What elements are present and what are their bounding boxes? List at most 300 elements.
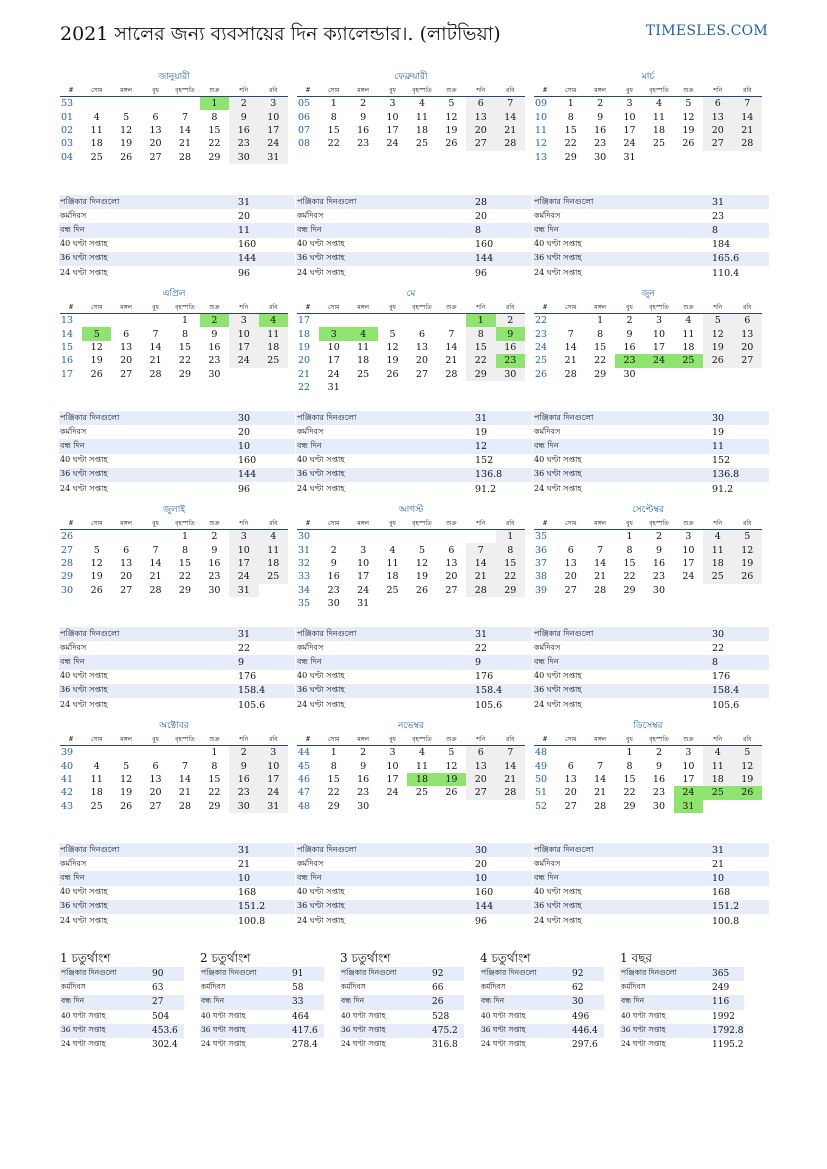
- stat-value: 316.8: [432, 1040, 458, 1051]
- day-cell: 14: [178, 773, 192, 785]
- week-row: [60, 543, 288, 556]
- day-cell: 30: [208, 368, 221, 380]
- quarter-title: 2 চতুর্থাংশ: [200, 951, 251, 965]
- stat-value: 21: [712, 858, 725, 870]
- day-cell: [229, 368, 258, 381]
- stat-label: 36 ঘণ্টা সপ্তাহ: [340, 1024, 431, 1038]
- weekday-header: সোম: [82, 301, 111, 314]
- weekday-header: বৃহস্পতি: [644, 733, 673, 746]
- stat-value: 1195.2: [712, 1040, 744, 1051]
- weekday-header: #: [60, 517, 82, 530]
- stat-value: 28: [474, 195, 532, 209]
- day-cell: 16: [652, 773, 666, 785]
- day-cell: [319, 314, 348, 328]
- day-cell: 1: [181, 531, 188, 543]
- stat-label: পঞ্জিকার দিনগুলো: [59, 843, 237, 857]
- day-cell: 16: [652, 557, 666, 569]
- day-cell: 26: [120, 151, 133, 163]
- day-cell: [556, 746, 585, 760]
- stat-label: 40 ঘণ্টা সপ্তাহ: [201, 1010, 246, 1020]
- day-cell: 16: [623, 341, 636, 353]
- stat-row: [533, 670, 769, 684]
- day-cell: 6: [123, 544, 130, 556]
- weekday-header: শনি: [466, 733, 495, 746]
- stat-label: কর্মদিবস: [621, 982, 646, 992]
- stat-value: 31: [711, 843, 769, 857]
- stat-row: [59, 266, 295, 280]
- day-cell: 19: [90, 571, 103, 583]
- weekday-header: মঙ্গল: [348, 84, 377, 97]
- day-cell: 24: [357, 584, 370, 596]
- stat-label: 36 ঘণ্টা সপ্তাহ: [533, 900, 711, 914]
- week-row: [60, 786, 288, 799]
- week-number: 17: [61, 368, 74, 380]
- day-cell: 7: [152, 328, 159, 340]
- day-cell: [585, 530, 614, 544]
- weekday-header: শনি: [229, 84, 258, 97]
- week-row: [297, 341, 525, 354]
- day-cell: 15: [594, 341, 607, 353]
- weekday-header: সোম: [319, 84, 348, 97]
- day-cell: 15: [178, 557, 192, 569]
- week-number: 33: [298, 571, 311, 583]
- page-header: [60, 20, 768, 44]
- day-cell: [644, 368, 673, 381]
- day-cell: 4: [685, 315, 692, 327]
- stat-label: কর্মদিবস: [534, 210, 561, 220]
- day-cell: 25: [652, 138, 666, 150]
- day-cell: 19: [682, 124, 695, 136]
- stat-label: বন্ধ দিন: [59, 871, 237, 885]
- weekday-header: বুধ: [141, 733, 170, 746]
- day-cell: 11: [703, 759, 732, 772]
- stat-value: 528: [432, 1011, 450, 1022]
- month-stats: [533, 195, 769, 280]
- weekday-header: #: [297, 517, 319, 530]
- day-cell: 11: [90, 124, 103, 136]
- day-cell: [407, 314, 436, 328]
- day-cell: 24: [623, 138, 636, 150]
- day-cell: [111, 97, 140, 111]
- day-cell: 2: [200, 314, 229, 328]
- day-cell: 21: [564, 355, 577, 367]
- stat-value: 160: [475, 239, 494, 251]
- stat-label: বন্ধ দিন: [533, 871, 711, 885]
- day-cell: 30: [496, 368, 525, 381]
- day-cell: 20: [120, 355, 133, 367]
- stat-value: 116: [711, 995, 744, 1009]
- quarter-stat-row: [480, 967, 604, 981]
- weekday-header: শুক্র: [200, 301, 229, 314]
- stat-label: কর্মদিবস: [534, 426, 561, 436]
- quarter-summary: [340, 950, 464, 1052]
- day-cell: 6: [703, 97, 732, 111]
- day-cell: 10: [386, 760, 399, 772]
- day-cell: 26: [415, 584, 429, 596]
- week-number: 17: [298, 315, 311, 327]
- week-row: [534, 354, 762, 367]
- day-cell: 22: [178, 355, 192, 367]
- day-cell: 10: [229, 327, 258, 340]
- day-cell: 9: [330, 557, 337, 569]
- week-number: 20: [298, 355, 311, 367]
- week-number: 21: [298, 368, 311, 380]
- day-cell: [348, 314, 377, 328]
- month-title: এপ্রিল: [162, 289, 186, 299]
- quarter-stat-row: [620, 995, 744, 1009]
- day-cell: 2: [655, 531, 662, 543]
- day-cell: 7: [181, 760, 188, 772]
- weekday-header: বুধ: [378, 84, 407, 97]
- day-cell: 24: [386, 138, 399, 150]
- week-number: 27: [61, 544, 74, 556]
- week-row: [297, 137, 525, 150]
- day-cell: 20: [466, 124, 495, 137]
- month-calendar: [297, 287, 525, 394]
- week-number: 35: [535, 531, 548, 543]
- day-cell: 8: [626, 544, 633, 556]
- day-cell: 23: [229, 786, 258, 799]
- month-title: সেপ্টেম্বর: [632, 505, 664, 515]
- month-calendar: [297, 719, 525, 813]
- weekday-header: মঙ্গল: [111, 84, 140, 97]
- weekday-header: শনি: [229, 733, 258, 746]
- day-cell: 29: [327, 800, 340, 812]
- month-stats: [59, 843, 295, 928]
- week-row: [534, 773, 762, 786]
- day-cell: 9: [360, 760, 367, 772]
- day-cell: 5: [93, 544, 100, 556]
- week-number: 09: [535, 98, 548, 110]
- day-cell: 20: [149, 138, 162, 150]
- week-number: 06: [298, 111, 311, 123]
- day-cell: 28: [594, 800, 607, 812]
- week-row: [297, 570, 525, 583]
- day-cell: 30: [327, 598, 340, 610]
- day-cell: 21: [445, 355, 458, 367]
- quarter-stat-row: [200, 1038, 324, 1052]
- stat-label: 40 ঘণ্টা সপ্তাহ: [341, 1010, 386, 1020]
- quarter-stat-row: [340, 981, 464, 995]
- day-cell: 14: [149, 341, 162, 353]
- weekday-header: সোম: [82, 84, 111, 97]
- day-cell: 3: [655, 315, 662, 327]
- week-row: [60, 759, 288, 772]
- day-cell: 18: [90, 138, 103, 150]
- day-cell: 7: [152, 544, 159, 556]
- day-cell: 2: [229, 746, 258, 760]
- week-number: 43: [61, 800, 74, 812]
- day-cell: 25: [703, 786, 732, 799]
- week-row: [534, 137, 762, 150]
- stat-value: 144: [237, 252, 295, 266]
- stat-row: [59, 223, 295, 237]
- weekday-header: শুক্র: [200, 84, 229, 97]
- week-row: [534, 110, 762, 123]
- quarter-summary: [60, 950, 184, 1052]
- week-row: [60, 97, 288, 111]
- month-table: [534, 733, 762, 813]
- weekday-header: বৃহস্পতি: [644, 84, 673, 97]
- week-number: 08: [298, 138, 311, 150]
- day-cell: 6: [466, 746, 495, 760]
- day-cell: 3: [685, 531, 692, 543]
- stat-value: 10: [237, 871, 295, 885]
- day-cell: 7: [733, 97, 762, 111]
- stat-value: 176: [475, 671, 494, 683]
- day-cell: 21: [594, 787, 607, 799]
- stat-label: পঞ্জিকার দিনগুলো: [59, 195, 237, 209]
- quarter-stat-row: [60, 967, 184, 981]
- day-cell: 30: [652, 584, 666, 596]
- weekday-header: শুক্র: [674, 84, 703, 97]
- week-number: 38: [535, 571, 548, 583]
- stat-label: বন্ধ দিন: [59, 655, 237, 669]
- day-cell: 11: [682, 328, 695, 340]
- day-cell: 27: [733, 354, 762, 367]
- quarter-stat-row: [480, 995, 604, 1009]
- stat-label: 24 ঘণ্টা সপ্তাহ: [61, 1039, 106, 1049]
- day-cell: 22: [466, 354, 495, 367]
- day-cell: 17: [229, 557, 258, 570]
- stat-label: কর্মদিবস: [297, 858, 324, 868]
- day-cell: 31: [229, 584, 258, 597]
- day-cell: 9: [211, 328, 218, 340]
- stat-label: 40 ঘণ্টা সপ্তাহ: [60, 671, 108, 681]
- week-row: [297, 800, 525, 813]
- day-cell: 18: [90, 787, 103, 799]
- day-cell: 16: [208, 557, 221, 569]
- stat-row: [533, 223, 769, 237]
- week-row: [60, 341, 288, 354]
- day-cell: 22: [623, 787, 636, 799]
- day-cell: [82, 97, 111, 111]
- stat-row: [533, 857, 769, 871]
- day-cell: 5: [82, 327, 111, 340]
- day-cell: 23: [208, 355, 221, 367]
- stat-value: 158.4: [711, 684, 769, 698]
- stat-value: 19: [712, 426, 725, 438]
- stat-value: 30: [237, 411, 295, 425]
- day-cell: 4: [93, 760, 100, 772]
- week-row: [60, 327, 288, 340]
- stat-row: [533, 238, 769, 252]
- day-cell: 27: [120, 584, 133, 596]
- weekday-header: বৃহস্পতি: [407, 84, 436, 97]
- week-number: 30: [61, 584, 74, 596]
- day-cell: 7: [466, 543, 495, 556]
- stat-value: 58: [292, 983, 304, 994]
- week-row: [60, 530, 288, 544]
- stat-value: 30: [711, 411, 769, 425]
- week-row: [297, 543, 525, 556]
- week-number: 30: [298, 531, 311, 543]
- quarter-stat-row: [340, 1010, 464, 1024]
- weekday-header: সোম: [82, 517, 111, 530]
- day-cell: 3: [685, 747, 692, 759]
- weekday-header: মঙ্গল: [111, 517, 140, 530]
- quarter-stat-row: [60, 1024, 184, 1038]
- day-cell: 10: [259, 110, 288, 123]
- day-cell: 24: [682, 571, 695, 583]
- day-cell: 9: [597, 111, 604, 123]
- stat-row: [296, 468, 532, 482]
- day-cell: 26: [733, 786, 762, 799]
- day-cell: 21: [496, 773, 525, 786]
- stat-label: পঞ্জিকার দিনগুলো: [533, 627, 711, 641]
- day-cell: [407, 597, 436, 610]
- quarter-stat-row: [340, 967, 464, 981]
- day-cell: 4: [259, 530, 288, 544]
- day-cell: 6: [733, 314, 762, 328]
- weekday-header: রবি: [733, 733, 762, 746]
- day-cell: 25: [90, 151, 103, 163]
- week-row: [534, 530, 762, 544]
- day-cell: 12: [682, 111, 695, 123]
- day-cell: [259, 368, 288, 381]
- week-number: 22: [535, 315, 548, 327]
- day-cell: 29: [178, 584, 192, 596]
- weekday-header: #: [297, 301, 319, 314]
- stat-label: 24 ঘণ্টা সপ্তাহ: [341, 1039, 386, 1049]
- week-row: [534, 368, 762, 381]
- day-cell: 10: [229, 543, 258, 556]
- stat-label: 36 ঘণ্টা সপ্তাহ: [59, 468, 237, 482]
- weekday-header: শনি: [466, 517, 495, 530]
- stat-row: [59, 238, 295, 252]
- month-stats: [296, 627, 532, 712]
- month-calendar: [297, 503, 525, 610]
- day-cell: 9: [360, 111, 367, 123]
- weekday-header: #: [297, 733, 319, 746]
- stat-row: [59, 871, 295, 885]
- brand-logo[interactable]: TIMESLES.COM: [645, 23, 768, 39]
- week-number: 14: [61, 328, 74, 340]
- week-row: [534, 327, 762, 340]
- stat-label: বন্ধ দিন: [296, 223, 474, 237]
- day-cell: 3: [389, 98, 396, 110]
- day-cell: 21: [149, 571, 162, 583]
- day-cell: 14: [594, 557, 607, 569]
- stat-label: কর্মদিবস: [60, 642, 87, 652]
- week-number: 41: [61, 773, 74, 785]
- day-cell: [378, 381, 407, 394]
- stat-value: 504: [152, 1011, 170, 1022]
- day-cell: 25: [259, 354, 288, 367]
- stat-label: 36 ঘণ্টা সপ্তাহ: [200, 1024, 291, 1038]
- day-cell: 22: [327, 787, 340, 799]
- stat-label: 40 ঘণ্টা সপ্তাহ: [621, 1010, 666, 1020]
- day-cell: [407, 800, 436, 813]
- day-cell: 19: [733, 557, 762, 570]
- month-title: মে: [406, 289, 416, 299]
- day-cell: 17: [386, 773, 399, 785]
- month-table: [534, 301, 762, 381]
- day-cell: 25: [415, 138, 429, 150]
- stat-label: 24 ঘণ্টা সপ্তাহ: [201, 1039, 246, 1049]
- day-cell: [585, 746, 614, 760]
- day-cell: 13: [466, 110, 495, 123]
- stat-value: 31: [237, 627, 295, 641]
- day-cell: 13: [733, 327, 762, 340]
- day-cell: [82, 530, 111, 544]
- stat-value: 31: [474, 627, 532, 641]
- day-cell: 4: [418, 747, 425, 759]
- day-cell: 10: [682, 760, 695, 772]
- month-stats: [296, 843, 532, 928]
- stat-label: কর্মদিবস: [60, 210, 87, 220]
- quarter-stat-row: [620, 1038, 744, 1052]
- stat-label: কর্মদিবস: [297, 642, 324, 652]
- day-cell: [82, 314, 111, 328]
- stat-value: 100.8: [238, 915, 266, 927]
- week-number: 35: [298, 598, 311, 610]
- week-row: [534, 543, 762, 556]
- day-cell: 5: [389, 328, 396, 340]
- stat-label: পঞ্জিকার দিনগুলো: [340, 967, 431, 981]
- weekday-header: মঙ্গল: [585, 517, 614, 530]
- day-cell: 17: [386, 124, 399, 136]
- day-cell: 29: [208, 800, 221, 812]
- stat-row: [59, 209, 295, 223]
- week-number: 36: [535, 544, 548, 556]
- weekday-header: রবি: [496, 517, 525, 530]
- day-cell: 4: [348, 327, 377, 340]
- day-cell: 14: [496, 110, 525, 123]
- day-cell: [111, 314, 140, 328]
- stat-value: 105.6: [238, 699, 266, 711]
- day-cell: 26: [120, 800, 133, 812]
- day-cell: 10: [259, 759, 288, 772]
- stat-value: 158.4: [237, 684, 295, 698]
- stat-label: 40 ঘণ্টা সপ্তাহ: [481, 1010, 526, 1020]
- day-cell: 7: [448, 328, 455, 340]
- day-cell: [466, 381, 495, 394]
- stat-row: [296, 641, 532, 655]
- week-number: 39: [535, 584, 548, 596]
- day-cell: 8: [211, 760, 218, 772]
- day-cell: 5: [123, 760, 130, 772]
- week-row: [534, 97, 762, 111]
- day-cell: 28: [564, 368, 577, 380]
- day-cell: 27: [149, 800, 162, 812]
- day-cell: 1: [597, 315, 604, 327]
- stat-label: 40 ঘণ্টা সপ্তাহ: [297, 887, 345, 897]
- day-cell: [496, 381, 525, 394]
- day-cell: [111, 746, 140, 760]
- week-number: 46: [298, 773, 311, 785]
- stat-label: 40 ঘণ্টা সপ্তাহ: [534, 239, 582, 249]
- stat-label: 40 ঘণ্টা সপ্তাহ: [297, 455, 345, 465]
- day-cell: 13: [564, 773, 577, 785]
- day-cell: 29: [178, 368, 192, 380]
- stat-row: [296, 900, 532, 914]
- stat-value: 11: [237, 223, 295, 237]
- day-cell: 19: [703, 341, 732, 354]
- day-cell: 5: [448, 98, 455, 110]
- day-cell: 28: [445, 368, 458, 380]
- stat-label: 24 ঘণ্টা সপ্তাহ: [621, 1039, 666, 1049]
- stat-label: পঞ্জিকার দিনগুলো: [200, 967, 291, 981]
- quarter-summary: [480, 950, 604, 1052]
- day-cell: 4: [703, 746, 732, 760]
- day-cell: 8: [466, 327, 495, 340]
- day-cell: 2: [597, 98, 604, 110]
- quarter-stat-row: [620, 981, 744, 995]
- day-cell: 1: [466, 314, 495, 328]
- week-row: [534, 786, 762, 799]
- stat-value: 453.6: [151, 1024, 184, 1038]
